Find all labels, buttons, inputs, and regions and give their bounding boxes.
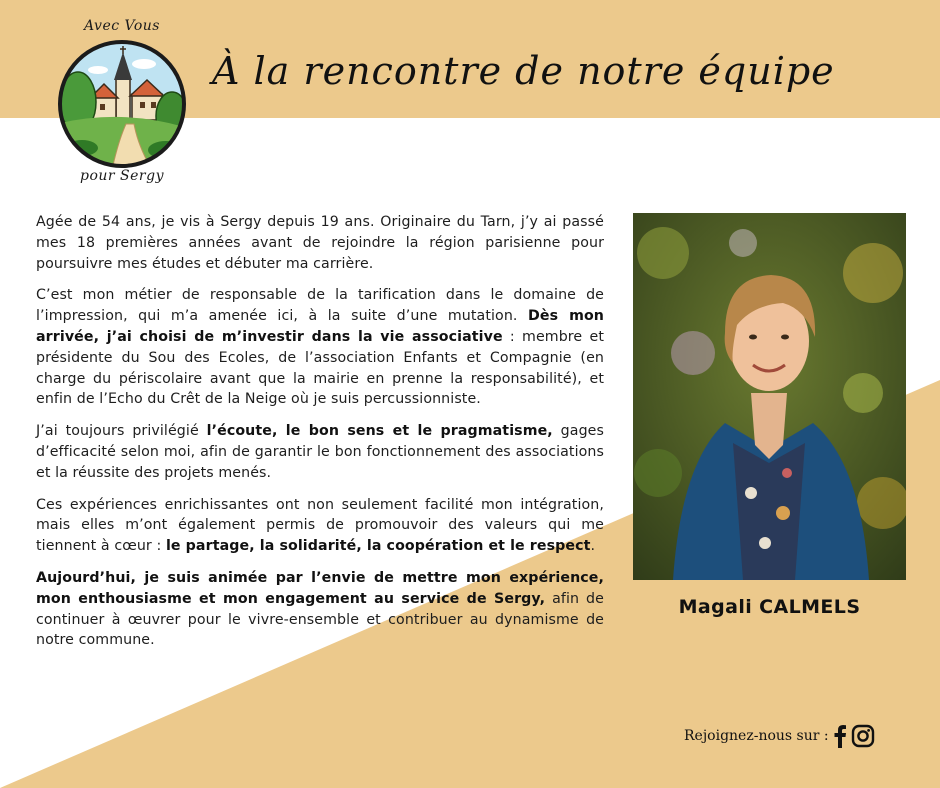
bio-text (36, 212, 604, 662)
logo-bottom-text: pour Sergy (80, 168, 164, 184)
bio-text-segment: Agée de 54 ans, je vis à Sergy depuis 19 ans. Originaire du Tarn, j’y ai passé mes 18 premières années avant de rejoindre la région parisienne pour poursuivre mes études et débuter ma carrière. (36, 214, 604, 272)
instagram-icon[interactable] (851, 724, 875, 748)
village-logo-icon (56, 38, 188, 170)
bio-paragraph (36, 285, 604, 410)
social-links (684, 722, 875, 750)
bio-highlight: le partage, la solidarité, la coopération et le respect (165, 538, 591, 555)
social-label: Rejoignez-nous sur : (684, 728, 829, 744)
bio-text-segment: : membre et présidente du Sou des Ecoles, de l’association Enfants et Compagnie (en charge du périscolaire avant que la mairie en prenne la responsabilité), et enfin de l’Echo du Crêt de la Neige où je suis percussionniste. (36, 328, 604, 408)
logo-top-text: Avec Vous (84, 18, 160, 34)
bio-text-segment: afin de continuer à œuvrer pour le vivre-ensemble et contribuer au dynamisme de notre commune. (36, 590, 604, 649)
logo (52, 14, 192, 194)
bio-paragraph (36, 495, 604, 557)
bio-highlight: l’écoute, le bon sens et le pragmatisme, (206, 423, 553, 440)
bio-text-segment: J’ai toujours privilégié (36, 423, 207, 440)
bio-paragraph (36, 568, 604, 651)
bio-highlight: Dès mon arrivée, j’ai choisi de m’investir dans la vie associative (36, 308, 604, 345)
person-name: Magali CALMELS (678, 596, 861, 618)
bio-text-segment: C’est mon métier de responsable de la tarification dans le domaine de l’impression, qui m’a amenée ici, à la suite d’une mutation. (36, 287, 604, 325)
bio-text-segment: gages d’efficacité selon moi, afin de garantir le bon fonctionnement des associations et la réussite des projets menés. (36, 423, 604, 481)
bio-text-segment: Ces expériences enrichissantes ont non seulement facilité mon intégration, mais elles m’ont également permis de promouvoir des valeurs qui me tiennent à cœur : (36, 496, 604, 555)
bio-text-segment: . (590, 538, 596, 555)
bio-paragraph (36, 421, 604, 483)
page-title: À la rencontre de notre équipe (212, 49, 835, 93)
facebook-icon[interactable] (833, 724, 847, 748)
bio-paragraph (36, 212, 604, 274)
bio-highlight: Aujourd’hui, je suis animée par l’envie de mettre mon expérience, mon enthousiasme et mon engagement au service de Sergy, (36, 569, 604, 607)
portrait-photo (633, 213, 906, 580)
